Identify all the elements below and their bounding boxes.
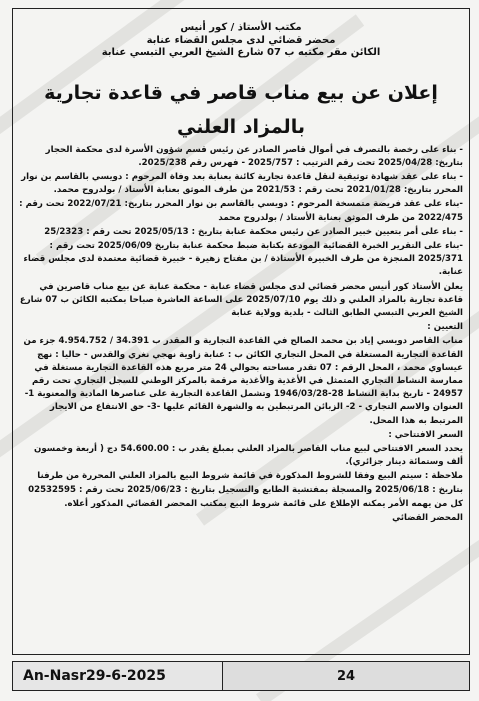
paragraph: يعلن الأستاذ كور أنيس محضر قضائي لدى مجلس قضاء عنابة - محكمة عنابة عن بيع مناب قاصرين في قاعدة تجارية بالمزاد العلني و ذلك يوم 2025/07/10 على الساعة العاشرة صباحا بمكتبه الكائن ب 07 شارع الشيخ العربي التبسي الطابق الثالث - بلدية وولاية عنابة xyxy=(19,281,463,318)
page-number: 24 xyxy=(336,668,356,684)
announcement-body xyxy=(19,144,463,526)
publication-date: An-Nasr29-6-2025 xyxy=(13,662,223,690)
note-paragraph: ملاحظة : سيتم البيع وفقا للشروط المذكورة في قائمة شروط البيع بالمزاد العلني المحررة من طرفنا بتاريخ : 2025/06/18 والمسجلة بمفتشية الطابع والتسجيل بتاريخ : 2025/06/23 تحت رقم : 02532595 xyxy=(28,471,463,495)
paragraph: - بناء على رخصة بالتصرف في أموال قاصر الصادر عن رئيس قسم شؤون الأسرة لدى محكمة الحجار بتاريخ: 2025/04/28 تحت رقم الترتيب : 2025/757 - فهرس رقم 2025/238. xyxy=(45,144,463,168)
section-heading-designation: التعيين : xyxy=(427,322,463,333)
paragraph: - بناء على عقد شهادة توثيقية لنقل قاعدة تجارية كائنة بعنابة بعد وفاة المرحوم : دويسي بالقاسم بن نوار المحرر بتاريخ: 2021/01/28 تحت رقم : 2021/53 من طرف الموثق بعنابة الأستاذ / بولدروح محمد. xyxy=(21,171,463,196)
designation-paragraph: مناب القاصر دويسي إياد بن محمد الصالح في القاعدة التجارية و المقدر ب 34.391 / 4.954.752 جزء من القاعدة التجارية المستغلة في المحل التجاري الكائن ب : عنابة زاوية نهجي نغري والقدس - حاليا : نهج عيساوي محمد ، المحل الرقم : 07 تقدر مساحته بحوالي 24 متر مربع هذه القاعدة التجارية مستغلة في ممارسة النشاط التجاري المتمثل في الأغذية والأغذية مرقمة بالمركز الوطني للسجل التجاري تحت رقم 24957 - تاريخ بداية النشاط 28-1946/03/28 وتشمل القاعدة التجارية على عناصرها المادية والمعنوية 1- العنوان والاسم التجاري - 2- الزبائن المرتبطين به والشهرة القائم عليها -3- حق الانتفاع من الايجار المرتبط به هذا المحل. xyxy=(23,336,463,426)
paragraph: -بناء على التقرير الخبرة القضائية المودعة بكتابة ضبط محكمة عنابة بتاريخ 2025/06/09 تحت رقم : 2025/371 المنجزة من طرف الخبيرة الأستاذة / بن مفتاح زهيرة - خبيرة قضائية معتمدة لدى مجلس قضاء عنابة. xyxy=(23,240,463,278)
announcement-subtitle: بالمزاد العلني xyxy=(177,115,305,138)
closing-paragraph: كل من يهمه الأمر يمكنه الإطلاع على قائمة شروط البيع بمكتب المحضر القضائي المذكور أعلاه. xyxy=(64,498,463,509)
office-header xyxy=(19,22,463,60)
section-heading-price: السعر الافتتاحي : xyxy=(388,429,463,440)
paragraph: -بناء على عقد فريضة متمسخة المرحوم : دويسي بالقاسم بن نوار المحرر بتاريخ: 2022/07/21 تحت رقم : 2022/475 من طرف الموثق بعنابة الأستاذ / بولدروح محمد xyxy=(19,199,463,223)
office-address: الكائن مقر مكتبه ب 07 شارع الشيخ العربي التبسي عنابة xyxy=(101,47,381,58)
office-line: محضر قضائي لدى مجلس القضاء عنابة xyxy=(146,34,336,46)
paragraph: - بناء على أمر بتعيين خبير الصادر عن رئيس محكمة عنابة بتاريخ : 2025/05/13 تحت رقم : 25/2323 xyxy=(44,226,463,237)
announcement-title: إعلان عن بيع مناب قاصر في قاعدة تجارية xyxy=(44,81,438,104)
page-footer xyxy=(12,661,470,691)
price-paragraph: يحدد السعر الافتتاحي لبيع مناب القاصر بالمزاد العلني بمبلغ يقدر ب : 54.600.00 دج ( أربعة وخمسون ألف وستمائة دينار جزائري). xyxy=(34,443,463,468)
announcement-content xyxy=(15,10,467,650)
office-line: مكتب الأستاذ / كور أنيس xyxy=(180,22,302,33)
signature: المحضر القضائي xyxy=(392,512,463,523)
